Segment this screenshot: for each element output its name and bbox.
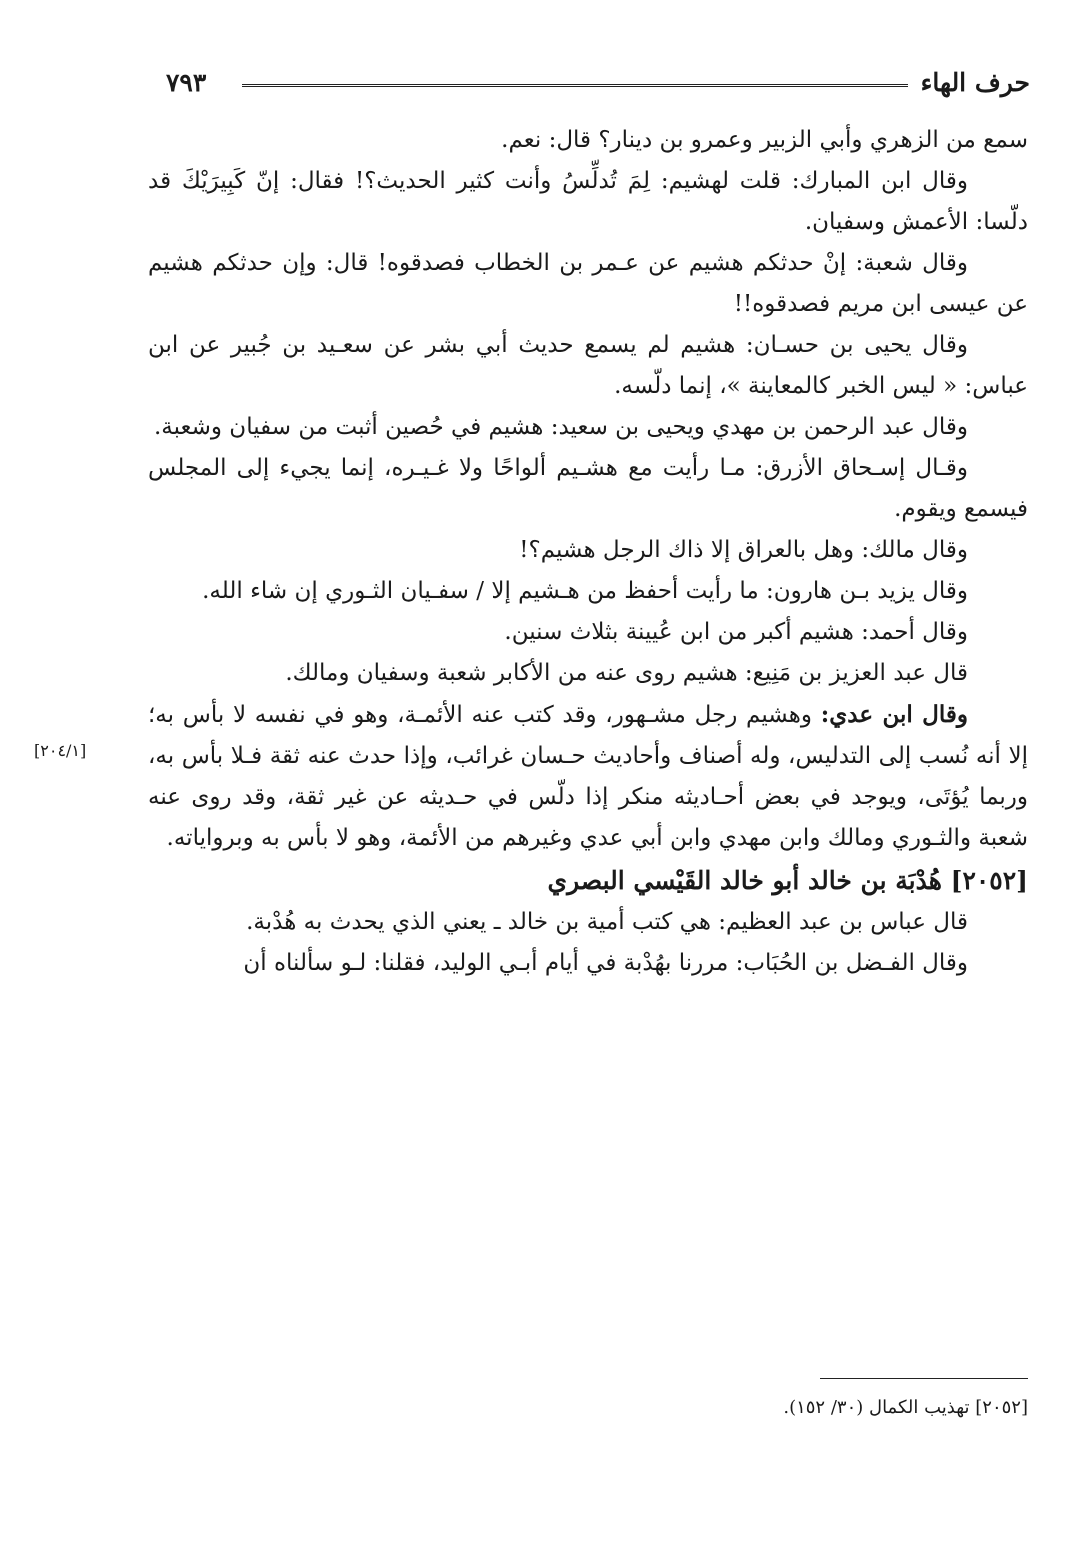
running-header [160,68,1030,102]
chapter-title: حرف الهاء [920,68,1030,97]
paragraph: سمع من الزهري وأبي الزبير وعمرو بن دينار؟ قال: نعم. [501,127,1028,153]
paragraph-ibn-adi [148,694,1028,859]
paragraph: وقال يزيد بـن هارون: ما رأيت أحفظ من هـشيم إلا / سفـيان الثـوري إن شاء الله. [202,578,968,604]
ibn-adi-text: وهشيم رجل مشـهور، وقد كتب عنه الأئمـة، وهو في نفسه لا بأس به؛ إلا أنه نُسب إلى التدليس، وله أصناف وأحاديث حـسان غرائب، وإذا حدث عنه ثقة فـلا بأس به، وربما يُؤتَى، ويوجد في بعض أحـاديثه منكر إذا دلّس في حـديثه عن غير ثقة، وقد روى عنه شعبة والثـوري ومالك وابن مهدي وابن أبي عدي وغيرهم من الأئمة، وهو لا بأس به وبرواياته. [148,702,1028,851]
paragraph: قال عبد العزيز بن مَنِيع: هشيم روى عنه من الأكابر شعبة وسفيان ومالك. [285,660,968,686]
footnote: [٢٠٥٢] تهذيب الكمال (٣٠/ ١٥٢). [783,1397,1028,1418]
paragraph: وقـال إسـحاق الأزرق: مـا رأيت مع هشـيم ألواحًا ولا غـيـره، إنما يجيء إلى المجلس فيسمع ويقوم. [148,455,1028,522]
margin-reference: [٢٠٤/١] [34,741,87,760]
paragraph: وقال شعبة: إنْ حدثكم هشيم عن عـمر بن الخطاب فصدقوه! قال: وإن حدثكم هشيم عن عيسى ابن مريم فصدقوه!! [148,250,1028,317]
paragraph: وقال مالك: وهل بالعراق إلا ذاك الرجل هشيم؟! [519,537,968,563]
main-text [148,120,1028,984]
paragraph: وقال الفـضل بن الحُبَاب: مررنا بهُدْبة في أيام أبـي الوليد، فقلنا: لـو سألناه أن [243,950,968,976]
footnote-rule [820,1378,1028,1379]
paragraph: وقال أحمد: هشيم أكبر من ابن عُيينة بثلاث سنين. [504,619,968,645]
entry-heading: [٢٠٥٢] هُدْبَة بن خالد أبو خالد القَيْسي البصري [547,866,1028,895]
paragraph: وقال يحيى بن حسـان: هشيم لم يسمع حديث أبي بشر عن سعـيد بن جُبير عن ابن عباس: « ليس الخبر كالمعاينة »، إنما دلّسه. [148,332,1028,399]
ibn-adi-lead: وقال ابن عدي: [820,701,968,728]
paragraph: وقال عبد الرحمن بن مهدي ويحيى بن سعيد: هشيم في حُصين أثبت من سفيان وشعبة. [153,414,968,440]
header-rule [242,84,908,87]
paragraph: وقال ابن المبارك: قلت لهشيم: لِمَ تُدلِّسُ وأنت كثير الحديث؟! فقال: إنّ كَبِيرَيْكَ قد دلّسا: الأعمش وسفيان. [148,168,1028,235]
paragraph: قال عباس بن عبد العظيم: هي كتب أمية بن خالد ـ يعني الذي يحدث به هُدْبة. [246,909,968,935]
page-number: ٧٩٣ [166,68,207,97]
